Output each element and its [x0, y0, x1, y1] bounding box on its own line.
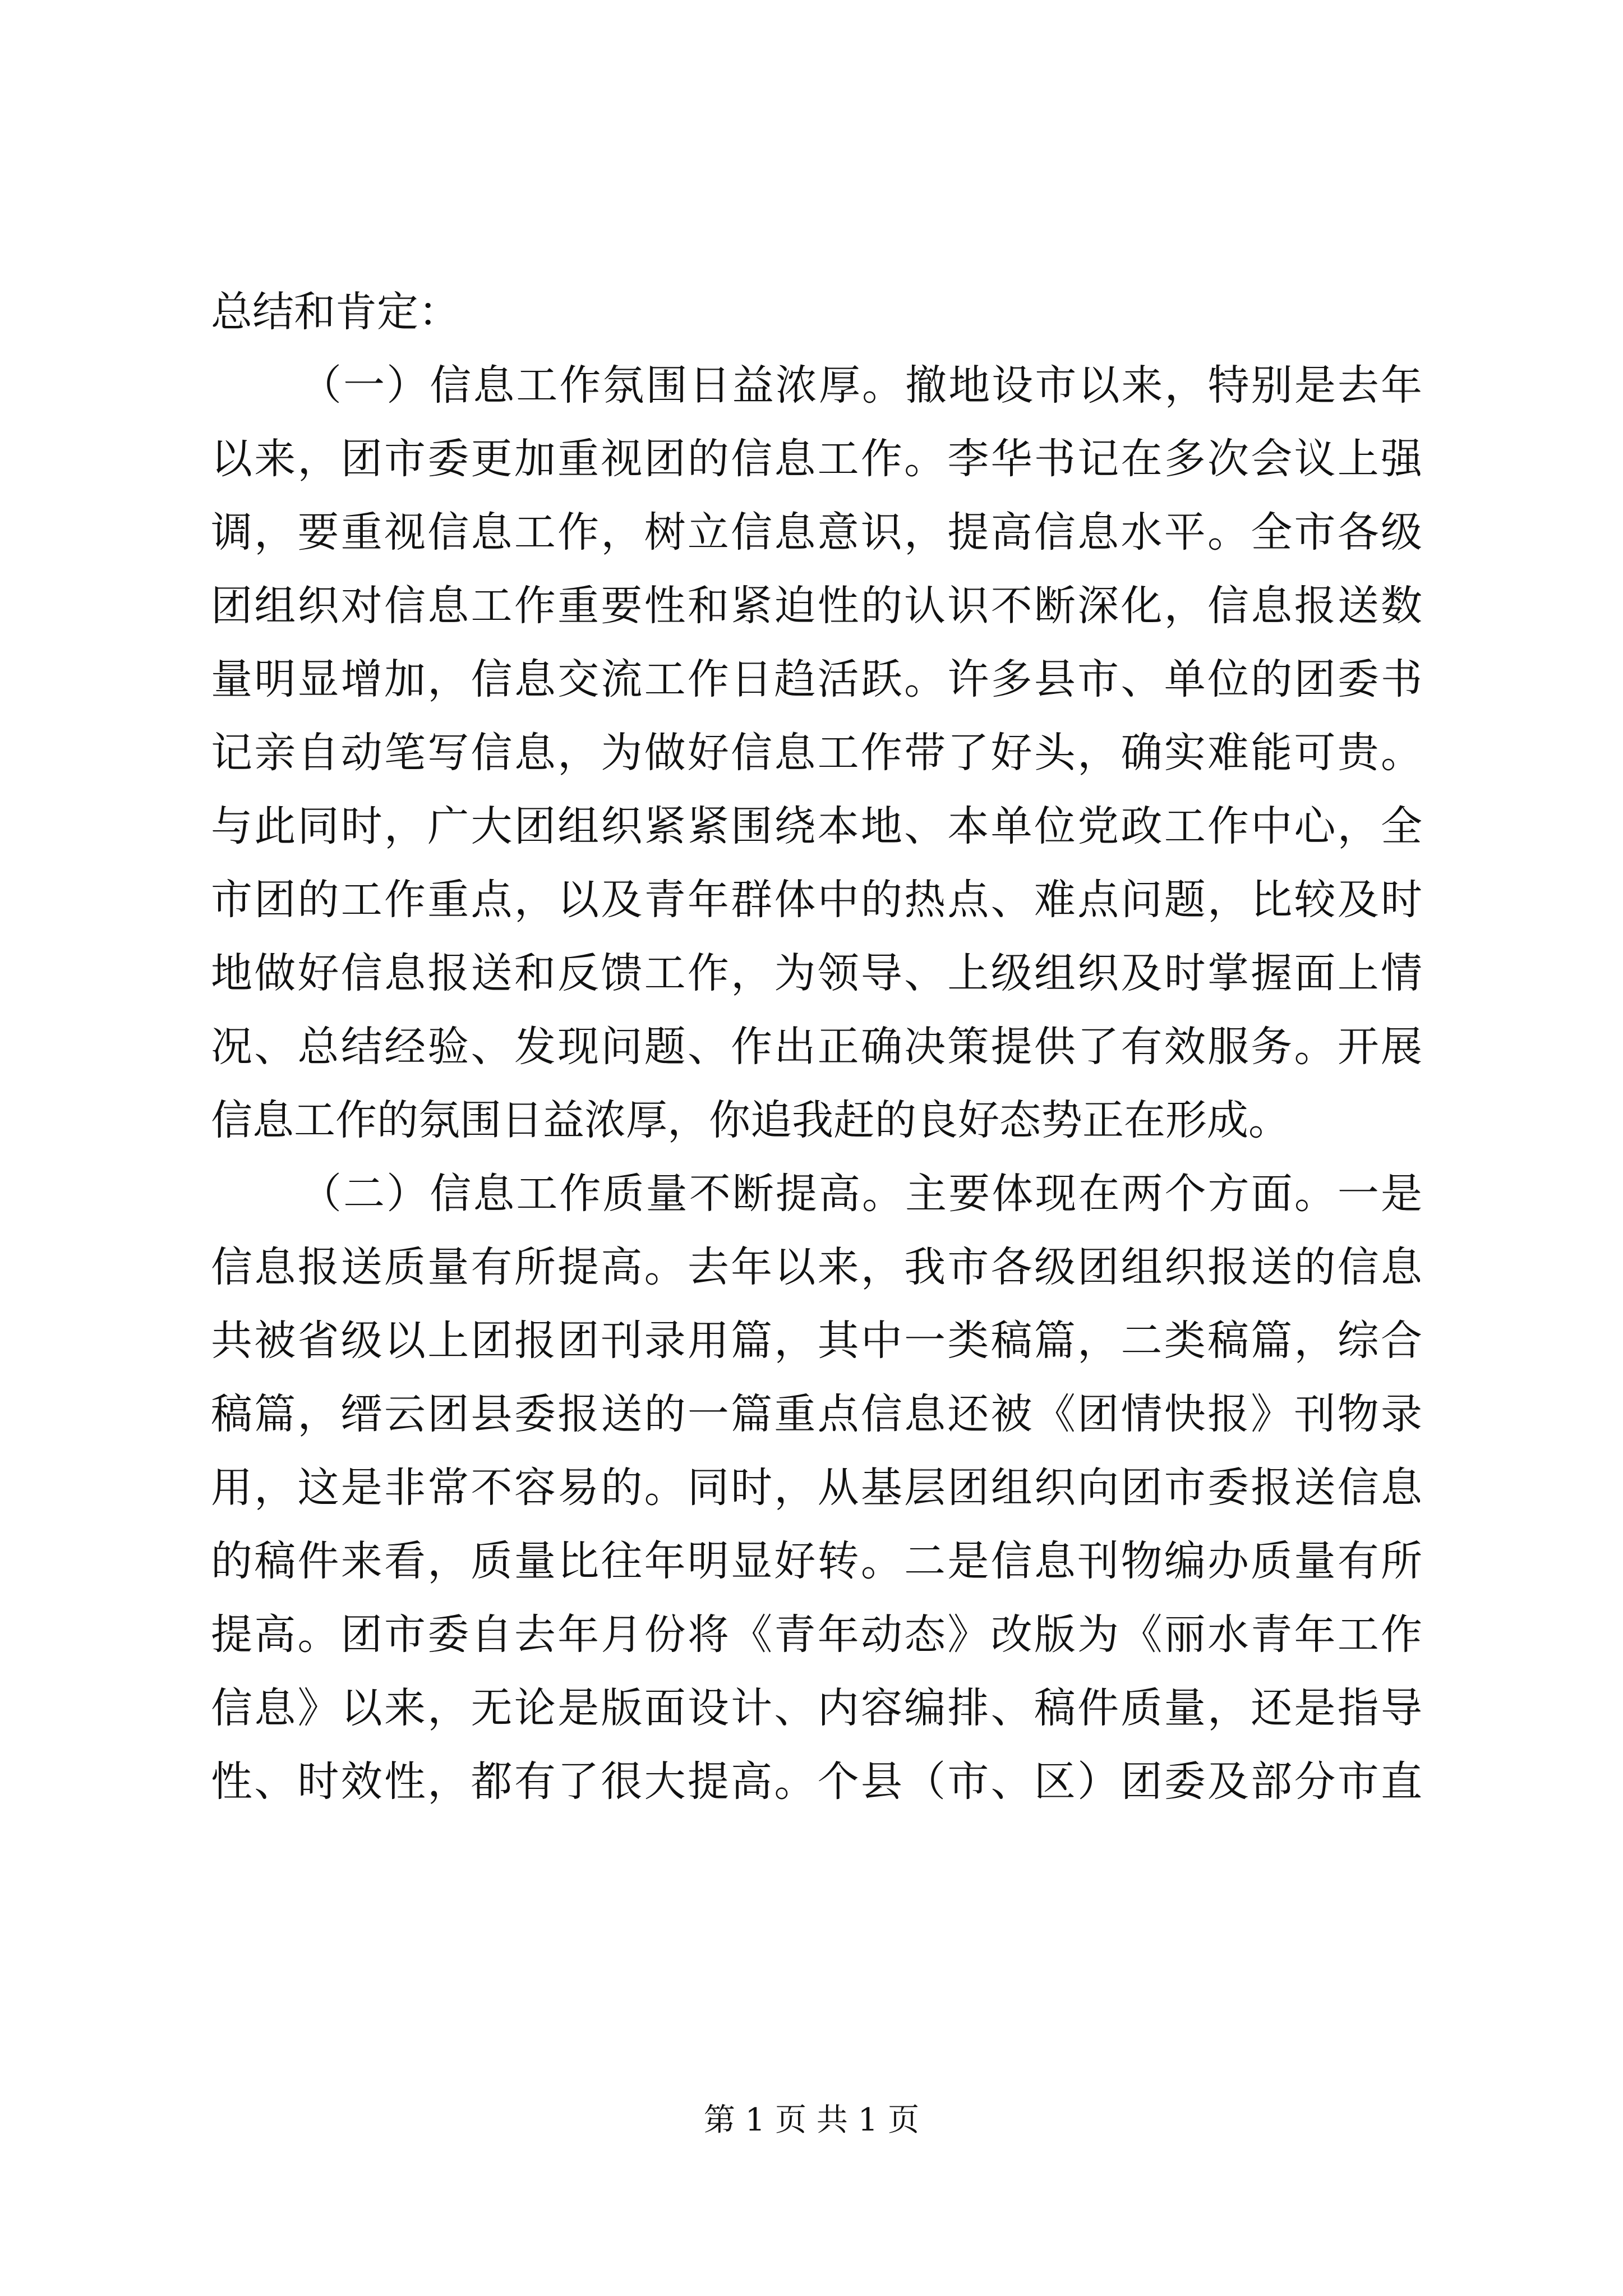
text-line: 用，这是非常不容易的。同时，从基层团组织向团市委报送信息: [211, 1464, 1422, 1512]
text-line: 量明显增加，信息交流工作日趋活跃。许多县市、单位的团委书: [211, 655, 1422, 703]
text-line: 信息报送质量有所提高。去年以来，我市各级团组织报送的信息: [211, 1243, 1422, 1291]
text-line: 总结和肯定：: [211, 288, 460, 336]
text-line: 与此同时，广大团组织紧紧围绕本地、本单位党政工作中心，全: [211, 802, 1422, 850]
text-line: 以来，团市委更加重视团的信息工作。李华书记在多次会议上强: [211, 435, 1422, 483]
text-line: 的稿件来看，质量比往年明显好转。二是信息刊物编办质量有所: [211, 1537, 1422, 1585]
text-line: 调，要重视信息工作，树立信息意识，提高信息水平。全市各级: [211, 508, 1422, 556]
paragraph-2-heading-line: （二）信息工作质量不断提高。主要体现在两个方面。一是: [300, 1170, 1422, 1218]
text-line: 团组织对信息工作重要性和紧迫性的认识不断深化，信息报送数: [211, 582, 1422, 630]
text-line: 市团的工作重点，以及青年群体中的热点、难点问题，比较及时: [211, 876, 1422, 924]
text-line: 况、总结经验、发现问题、作出正确决策提供了有效服务。开展: [211, 1023, 1422, 1071]
text-line: 共被省级以上团报团刊录用篇，其中一类稿篇，二类稿篇，综合: [211, 1317, 1422, 1365]
text-line: 稿篇，缙云团县委报送的一篇重点信息还被《团情快报》刊物录: [211, 1390, 1422, 1438]
text-line: 地做好信息报送和反馈工作，为领导、上级组织及时掌握面上情: [211, 949, 1422, 997]
text-line: 记亲自动笔写信息，为做好信息工作带了好头，确实难能可贵。: [211, 729, 1422, 777]
text-line: 信息》以来，无论是版面设计、内容编排、稿件质量，还是指导: [211, 1684, 1422, 1732]
text-line: 提高。团市委自去年月份将《青年动态》改版为《丽水青年工作: [211, 1611, 1422, 1659]
text-line: 信息工作的氛围日益浓厚，你追我赶的良好态势正在形成。: [211, 1096, 1290, 1144]
text-line: 性、时效性，都有了很大提高。个县（市、区）团委及部分市直: [211, 1757, 1422, 1806]
page-number-footer: 第 1 页 共 1 页: [703, 2102, 920, 2138]
paragraph-1-heading-line: （一）信息工作氛围日益浓厚。撤地设市以来，特别是去年: [300, 361, 1422, 409]
